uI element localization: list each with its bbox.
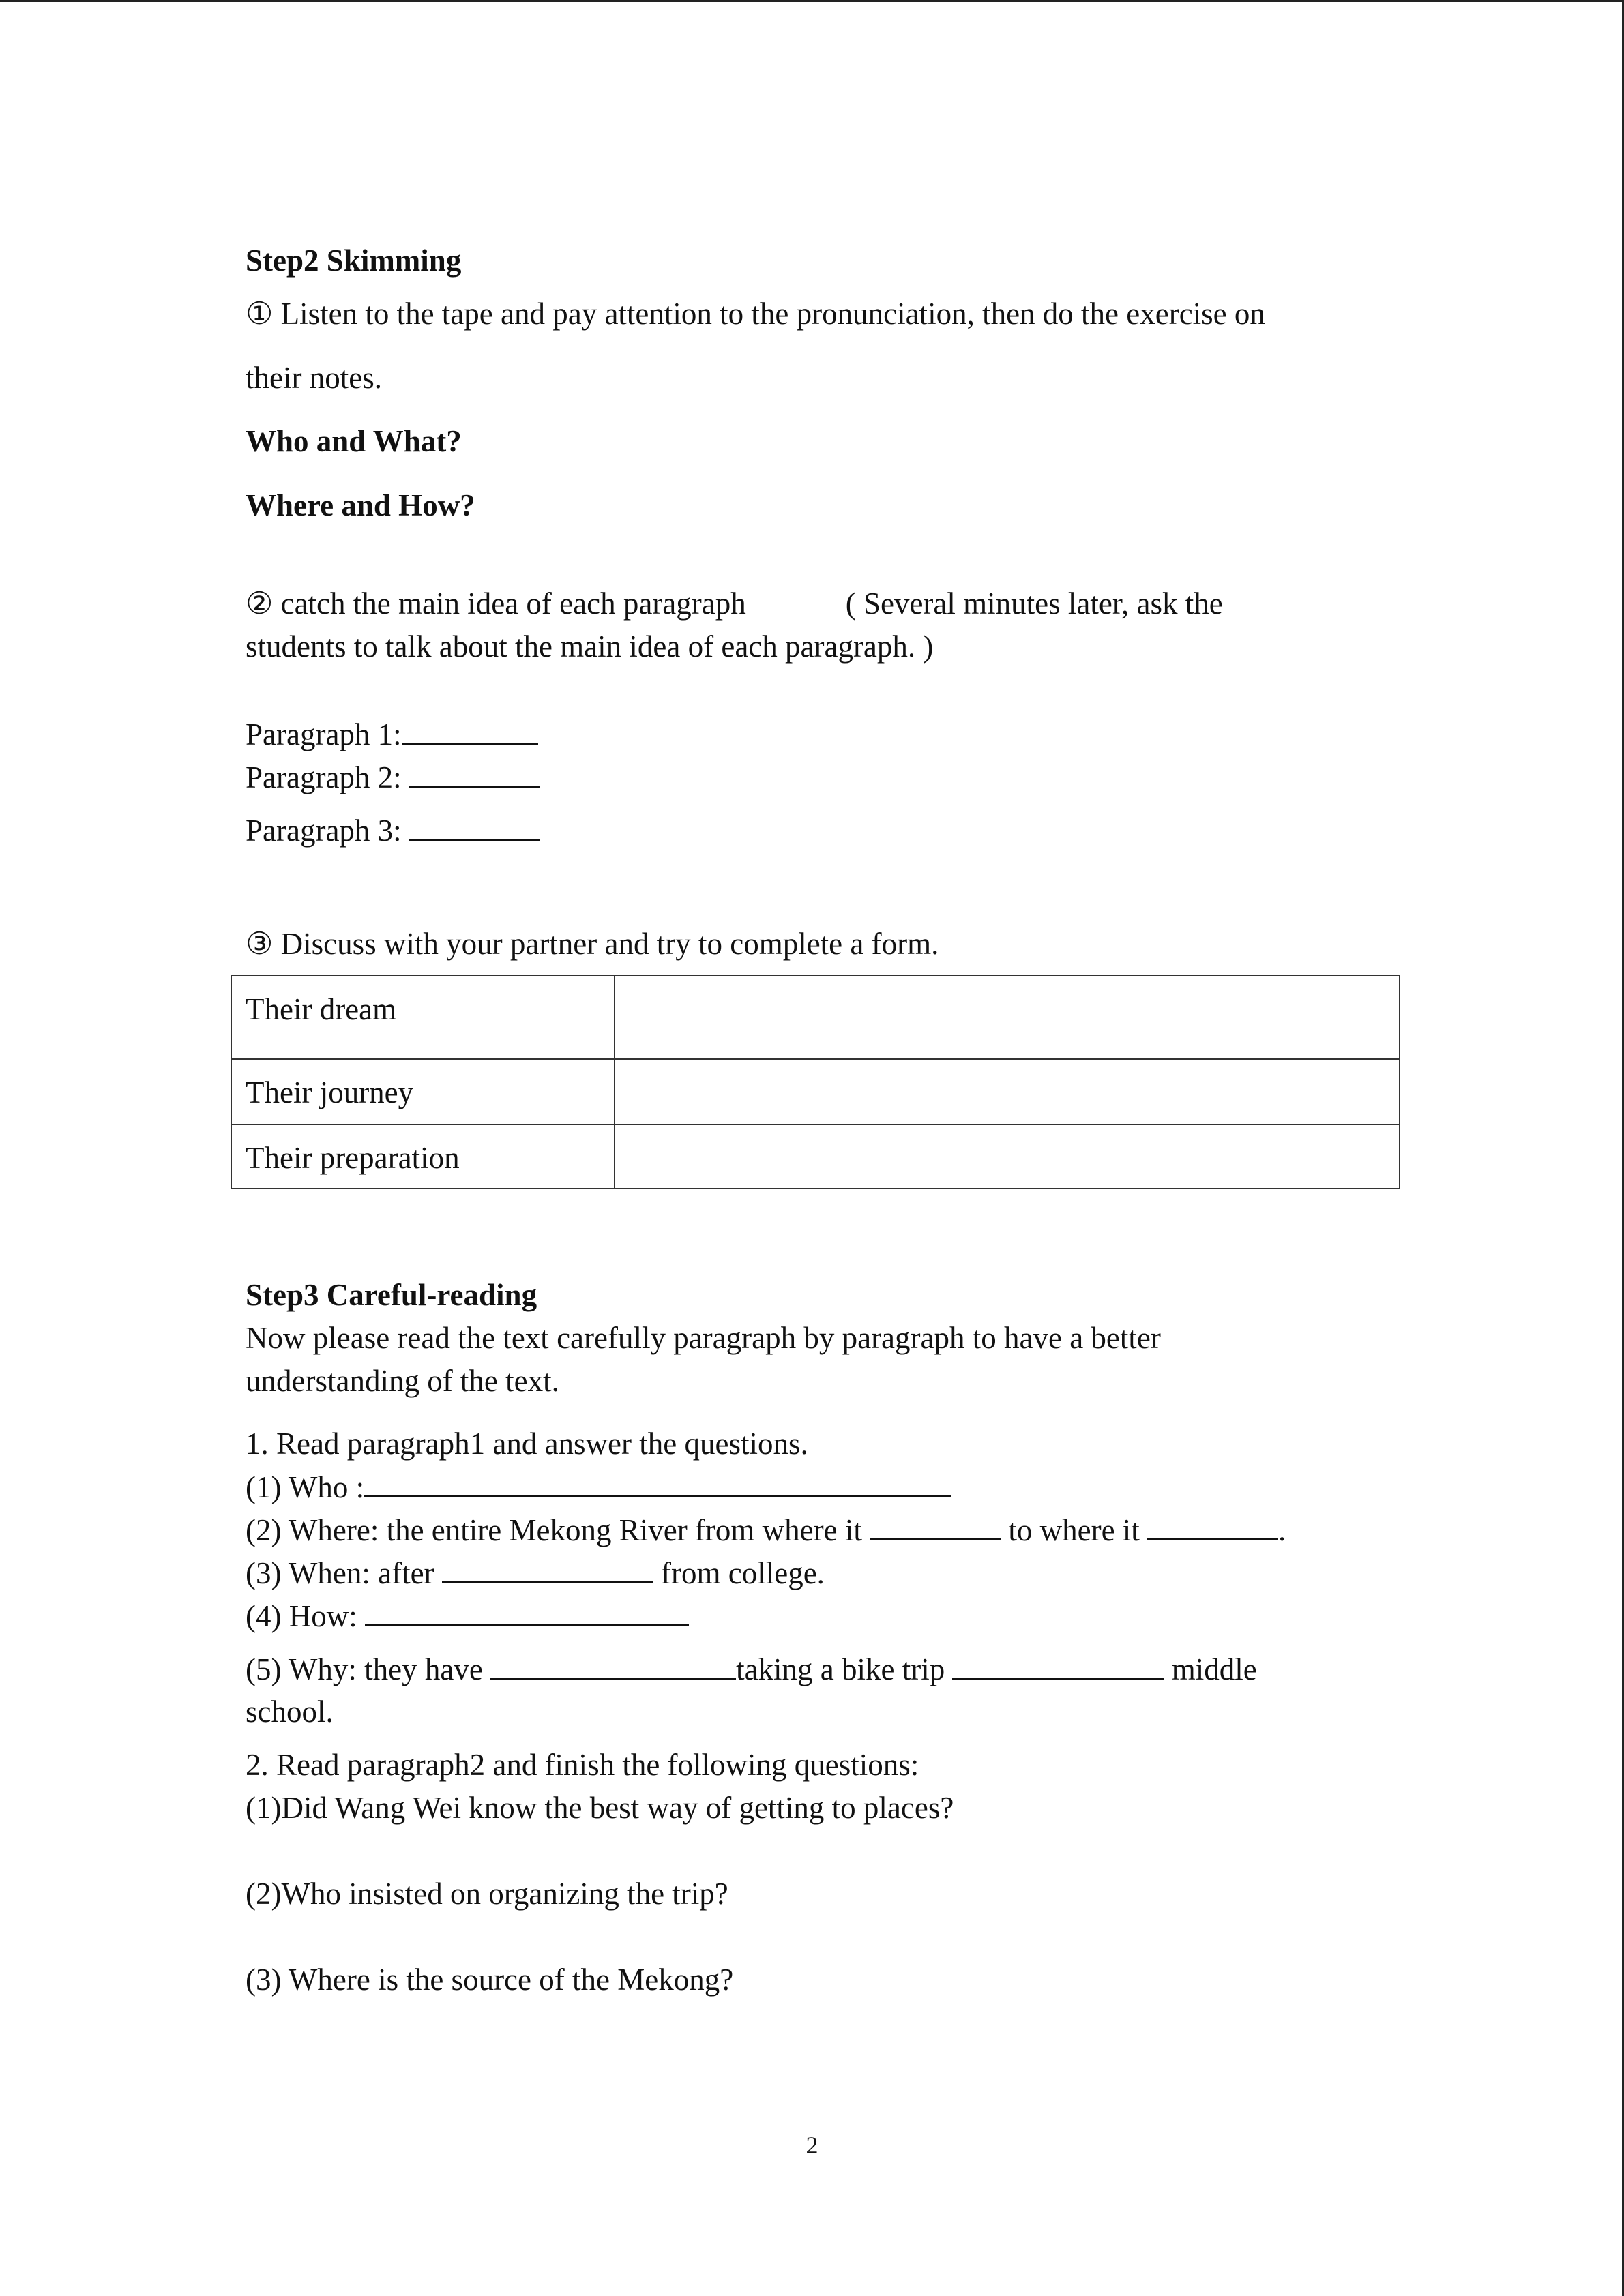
how-blank[interactable] xyxy=(365,1597,689,1626)
question2-title: 2. Read paragraph2 and finish the following questions: xyxy=(246,1748,919,1782)
paragraph2-blank[interactable] xyxy=(409,758,540,788)
form-cell-journey[interactable] xyxy=(615,1059,1400,1124)
question1-why-cont: school. xyxy=(246,1695,334,1729)
paragraph1-blank[interactable] xyxy=(402,715,538,745)
form-cell-preparation[interactable] xyxy=(615,1124,1400,1189)
when-end: from college. xyxy=(653,1556,825,1590)
paragraph1-label: Paragraph 1: xyxy=(246,717,402,751)
question2-1: (1)Did Wang Wei know the best way of getting to places? xyxy=(246,1791,954,1825)
step2-heading: Step2 Skimming xyxy=(246,243,462,278)
question2-3: (3) Where is the source of the Mekong? xyxy=(246,1963,734,1997)
why-middle: taking a bike trip xyxy=(736,1652,953,1686)
when-blank[interactable] xyxy=(442,1554,653,1583)
step2-item1: ① Listen to the tape and pay attention to the pronunciation, then do the exercise on xyxy=(246,297,1265,331)
page-number: 2 xyxy=(806,2132,818,2159)
why-blank-1[interactable] xyxy=(490,1650,736,1680)
where-middle: to where it xyxy=(1001,1513,1148,1547)
form-label-dream: Their dream xyxy=(231,976,615,1059)
where-how-prompt: Where and How? xyxy=(246,488,475,522)
how-label: (4) How: xyxy=(246,1599,365,1633)
when-label: (3) When: after xyxy=(246,1556,442,1590)
paragraph3-line xyxy=(246,811,540,849)
where-end: . xyxy=(1278,1513,1286,1547)
step2-item2 xyxy=(246,585,1223,622)
discussion-form xyxy=(231,975,1400,1189)
step2-item1-cont: their notes. xyxy=(246,361,382,395)
why-blank-2[interactable] xyxy=(952,1650,1164,1680)
question1-how xyxy=(246,1597,689,1635)
who-label: (1) Who : xyxy=(246,1470,365,1504)
step3-intro-line2: understanding of the text. xyxy=(246,1364,559,1398)
where-start-blank[interactable] xyxy=(870,1511,1001,1540)
who-blank[interactable] xyxy=(364,1468,951,1497)
question1-when xyxy=(246,1554,825,1592)
paragraph2-label: Paragraph 2: xyxy=(246,760,409,794)
paragraph1-line xyxy=(246,715,538,753)
item2-text: ② catch the main idea of each paragraph xyxy=(246,586,746,621)
question2-2: (2)Who insisted on organizing the trip? xyxy=(246,1877,728,1911)
who-what-prompt: Who and What? xyxy=(246,424,462,458)
item2-note: ( Several minutes later, ask the xyxy=(845,586,1223,621)
form-row xyxy=(231,1124,1400,1189)
step3-heading: Step3 Careful-reading xyxy=(246,1278,537,1312)
step3-intro-line1: Now please read the text carefully paragraph by paragraph to have a better xyxy=(246,1321,1161,1355)
form-cell-dream[interactable] xyxy=(615,976,1400,1059)
paragraph3-blank[interactable] xyxy=(409,811,540,841)
question1-who xyxy=(246,1468,951,1506)
form-label-journey: Their journey xyxy=(231,1059,615,1124)
form-row xyxy=(231,1059,1400,1124)
form-label-preparation: Their preparation xyxy=(231,1124,615,1189)
question1-where xyxy=(246,1511,1286,1549)
form-row xyxy=(231,976,1400,1059)
why-end: middle xyxy=(1164,1652,1257,1686)
paragraph2-line xyxy=(246,758,540,796)
why-label: (5) Why: they have xyxy=(246,1652,491,1686)
step2-item3: ③ Discuss with your partner and try to complete a form. xyxy=(246,927,939,961)
where-end-blank[interactable] xyxy=(1147,1511,1278,1540)
where-label: (2) Where: the entire Mekong River from where it xyxy=(246,1513,870,1547)
question1-why xyxy=(246,1650,1257,1688)
step2-item2-cont: students to talk about the main idea of each paragraph. ) xyxy=(246,629,934,664)
page-top-border xyxy=(0,0,1624,2)
question1-title: 1. Read paragraph1 and answer the questions. xyxy=(246,1427,808,1461)
paragraph3-label: Paragraph 3: xyxy=(246,814,409,848)
